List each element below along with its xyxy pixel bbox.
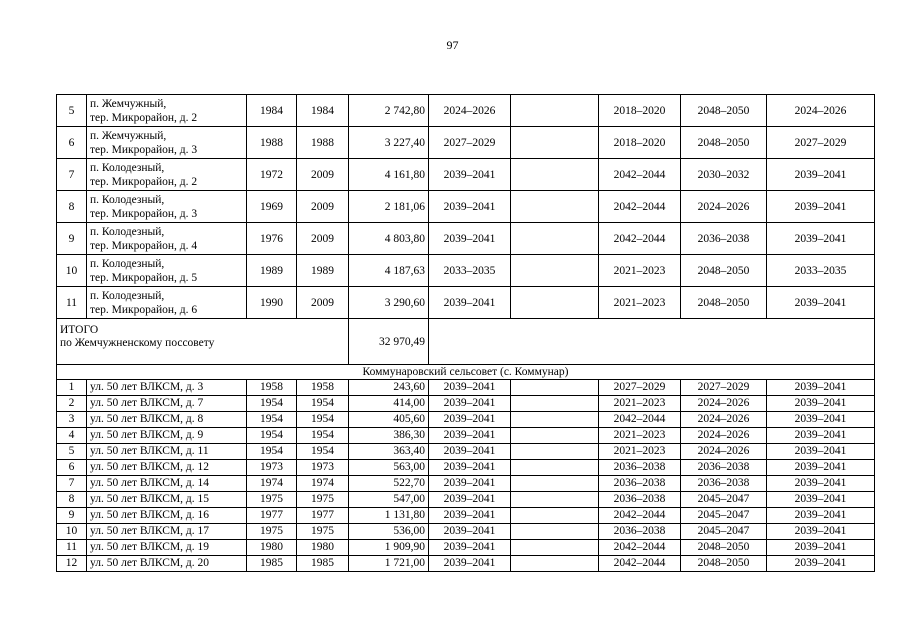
period-1: 2039–2041 xyxy=(429,476,511,492)
period-3: 2042–2044 xyxy=(599,159,681,191)
period-1: 2039–2041 xyxy=(429,540,511,556)
renovation-year: 1974 xyxy=(297,476,349,492)
renovation-year: 1989 xyxy=(297,255,349,287)
row-number: 6 xyxy=(57,460,87,476)
total-area-cell: 547,00 xyxy=(349,492,429,508)
period-5: 2039–2041 xyxy=(767,223,875,255)
period-2 xyxy=(511,127,599,159)
built-year: 1975 xyxy=(247,492,297,508)
period-5: 2039–2041 xyxy=(767,287,875,319)
total-area-cell: 243,60 xyxy=(349,380,429,396)
period-2 xyxy=(511,460,599,476)
renovation-year: 1984 xyxy=(297,95,349,127)
table-row xyxy=(57,524,875,540)
period-3: 2042–2044 xyxy=(599,508,681,524)
period-3: 2036–2038 xyxy=(599,476,681,492)
renovation-year: 1954 xyxy=(297,444,349,460)
period-5: 2039–2041 xyxy=(767,428,875,444)
period-5: 2039–2041 xyxy=(767,191,875,223)
total-area-cell: 2 742,80 xyxy=(349,95,429,127)
renovation-year: 1954 xyxy=(297,412,349,428)
table-row xyxy=(57,556,875,572)
lower-rows xyxy=(57,380,875,572)
period-4: 2036–2038 xyxy=(681,223,767,255)
row-number: 3 xyxy=(57,412,87,428)
total-area-cell: 563,00 xyxy=(349,460,429,476)
period-4: 2045–2047 xyxy=(681,524,767,540)
built-year: 1974 xyxy=(247,476,297,492)
period-4: 2024–2026 xyxy=(681,191,767,223)
period-4: 2024–2026 xyxy=(681,444,767,460)
address-cell: ул. 50 лет ВЛКСМ, д. 9 xyxy=(87,428,247,444)
period-5: 2033–2035 xyxy=(767,255,875,287)
address-line2: тер. Микрорайон, д. 3 xyxy=(90,207,198,220)
address-cell: ул. 50 лет ВЛКСМ, д. 8 xyxy=(87,412,247,428)
period-2 xyxy=(511,492,599,508)
row-number: 1 xyxy=(57,380,87,396)
renovation-year: 1975 xyxy=(297,492,349,508)
address-line1: п. Колодезный, xyxy=(90,193,165,206)
period-3: 2042–2044 xyxy=(599,556,681,572)
period-3: 2042–2044 xyxy=(599,412,681,428)
built-year: 1954 xyxy=(247,428,297,444)
period-4: 2048–2050 xyxy=(681,95,767,127)
period-1: 2039–2041 xyxy=(429,460,511,476)
period-4: 2030–2032 xyxy=(681,159,767,191)
built-year: 1988 xyxy=(247,127,297,159)
period-5: 2039–2041 xyxy=(767,492,875,508)
period-5: 2024–2026 xyxy=(767,95,875,127)
row-number: 2 xyxy=(57,396,87,412)
repair-schedule-table xyxy=(56,94,875,572)
period-5: 2039–2041 xyxy=(767,540,875,556)
period-1: 2039–2041 xyxy=(429,556,511,572)
period-1: 2039–2041 xyxy=(429,396,511,412)
renovation-year: 1977 xyxy=(297,508,349,524)
period-1: 2039–2041 xyxy=(429,223,511,255)
period-5: 2039–2041 xyxy=(767,476,875,492)
built-year: 1954 xyxy=(247,444,297,460)
address-cell xyxy=(87,223,247,255)
built-year: 1976 xyxy=(247,223,297,255)
period-1: 2039–2041 xyxy=(429,191,511,223)
address-line2: тер. Микрорайон, д. 3 xyxy=(90,143,198,156)
period-4: 2048–2050 xyxy=(681,255,767,287)
period-3: 2021–2023 xyxy=(599,396,681,412)
period-3: 2042–2044 xyxy=(599,223,681,255)
renovation-year: 1985 xyxy=(297,556,349,572)
period-2 xyxy=(511,412,599,428)
table-row xyxy=(57,540,875,556)
total-area-cell: 522,70 xyxy=(349,476,429,492)
row-number: 5 xyxy=(57,444,87,460)
period-2 xyxy=(511,287,599,319)
built-year: 1973 xyxy=(247,460,297,476)
table-row xyxy=(57,476,875,492)
period-5: 2027–2029 xyxy=(767,127,875,159)
table-row xyxy=(57,127,875,159)
table-row xyxy=(57,287,875,319)
renovation-year: 1975 xyxy=(297,524,349,540)
built-year: 1984 xyxy=(247,95,297,127)
address-cell: ул. 50 лет ВЛКСМ, д. 20 xyxy=(87,556,247,572)
period-1: 2039–2041 xyxy=(429,492,511,508)
period-1: 2039–2041 xyxy=(429,412,511,428)
address-cell xyxy=(87,95,247,127)
row-number: 5 xyxy=(57,95,87,127)
total-label-line1: ИТОГО xyxy=(60,324,99,336)
renovation-year: 2009 xyxy=(297,159,349,191)
period-3: 2036–2038 xyxy=(599,524,681,540)
period-3: 2021–2023 xyxy=(599,255,681,287)
period-2 xyxy=(511,95,599,127)
row-number: 8 xyxy=(57,492,87,508)
address-cell: ул. 50 лет ВЛКСМ, д. 3 xyxy=(87,380,247,396)
row-number: 6 xyxy=(57,127,87,159)
section-title: Коммунаровский сельсовет (с. Коммунар) xyxy=(57,365,875,380)
period-1: 2039–2041 xyxy=(429,508,511,524)
address-cell: ул. 50 лет ВЛКСМ, д. 19 xyxy=(87,540,247,556)
period-4: 2024–2026 xyxy=(681,396,767,412)
total-area-cell: 1 909,90 xyxy=(349,540,429,556)
period-2 xyxy=(511,255,599,287)
built-year: 1954 xyxy=(247,412,297,428)
total-area-cell: 2 181,06 xyxy=(349,191,429,223)
total-area-cell: 405,60 xyxy=(349,412,429,428)
period-2 xyxy=(511,428,599,444)
total-label xyxy=(57,319,349,365)
period-3: 2021–2023 xyxy=(599,428,681,444)
row-number: 11 xyxy=(57,540,87,556)
period-1: 2039–2041 xyxy=(429,159,511,191)
table-row xyxy=(57,460,875,476)
period-2 xyxy=(511,556,599,572)
period-4: 2024–2026 xyxy=(681,412,767,428)
period-5: 2039–2041 xyxy=(767,556,875,572)
built-year: 1958 xyxy=(247,380,297,396)
period-5: 2039–2041 xyxy=(767,460,875,476)
address-cell: ул. 50 лет ВЛКСМ, д. 11 xyxy=(87,444,247,460)
period-4: 2036–2038 xyxy=(681,460,767,476)
table-row xyxy=(57,223,875,255)
table-row xyxy=(57,428,875,444)
period-2 xyxy=(511,191,599,223)
renovation-year: 2009 xyxy=(297,287,349,319)
period-1: 2033–2035 xyxy=(429,255,511,287)
row-number: 4 xyxy=(57,428,87,444)
period-4: 2045–2047 xyxy=(681,508,767,524)
total-area-cell: 386,30 xyxy=(349,428,429,444)
total-block xyxy=(57,319,875,380)
table-row xyxy=(57,159,875,191)
period-1: 2039–2041 xyxy=(429,287,511,319)
built-year: 1985 xyxy=(247,556,297,572)
total-area-cell: 3 290,60 xyxy=(349,287,429,319)
address-line1: п. Колодезный, xyxy=(90,289,165,302)
built-year: 1954 xyxy=(247,396,297,412)
address-cell: ул. 50 лет ВЛКСМ, д. 12 xyxy=(87,460,247,476)
total-area: 32 970,49 xyxy=(349,319,429,365)
total-area-cell: 1 721,00 xyxy=(349,556,429,572)
table-row xyxy=(57,508,875,524)
address-cell xyxy=(87,159,247,191)
period-4: 2048–2050 xyxy=(681,127,767,159)
table-row xyxy=(57,492,875,508)
total-area-cell: 1 131,80 xyxy=(349,508,429,524)
total-area-cell: 4 187,63 xyxy=(349,255,429,287)
period-4: 2036–2038 xyxy=(681,476,767,492)
period-2 xyxy=(511,508,599,524)
period-3: 2027–2029 xyxy=(599,380,681,396)
built-year: 1980 xyxy=(247,540,297,556)
period-2 xyxy=(511,540,599,556)
row-number: 9 xyxy=(57,223,87,255)
period-3: 2018–2020 xyxy=(599,95,681,127)
period-1: 2024–2026 xyxy=(429,95,511,127)
address-line2: тер. Микрорайон, д. 2 xyxy=(90,111,198,124)
row-number: 11 xyxy=(57,287,87,319)
address-cell: ул. 50 лет ВЛКСМ, д. 17 xyxy=(87,524,247,540)
table-row xyxy=(57,444,875,460)
address-line2: тер. Микрорайон, д. 2 xyxy=(90,175,198,188)
address-line1: п. Жемчужный, xyxy=(90,97,167,110)
total-area-cell: 536,00 xyxy=(349,524,429,540)
period-5: 2039–2041 xyxy=(767,508,875,524)
period-4: 2048–2050 xyxy=(681,556,767,572)
built-year: 1975 xyxy=(247,524,297,540)
period-1: 2039–2041 xyxy=(429,524,511,540)
address-line2: тер. Микрорайон, д. 5 xyxy=(90,271,198,284)
period-5: 2039–2041 xyxy=(767,524,875,540)
period-3: 2036–2038 xyxy=(599,460,681,476)
period-4: 2045–2047 xyxy=(681,492,767,508)
table-row xyxy=(57,191,875,223)
address-line1: п. Колодезный, xyxy=(90,225,165,238)
total-area-cell: 4 161,80 xyxy=(349,159,429,191)
address-line1: п. Жемчужный, xyxy=(90,129,167,142)
period-2 xyxy=(511,159,599,191)
row-number: 8 xyxy=(57,191,87,223)
built-year: 1969 xyxy=(247,191,297,223)
period-3: 2042–2044 xyxy=(599,191,681,223)
row-number: 10 xyxy=(57,524,87,540)
address-cell xyxy=(87,127,247,159)
renovation-year: 1954 xyxy=(297,396,349,412)
address-cell xyxy=(87,255,247,287)
period-3: 2036–2038 xyxy=(599,492,681,508)
period-2 xyxy=(511,380,599,396)
total-area-cell: 363,40 xyxy=(349,444,429,460)
row-number: 7 xyxy=(57,476,87,492)
period-5: 2039–2041 xyxy=(767,396,875,412)
period-5: 2039–2041 xyxy=(767,159,875,191)
total-empty xyxy=(429,319,875,365)
period-2 xyxy=(511,444,599,460)
renovation-year: 1958 xyxy=(297,380,349,396)
row-number: 12 xyxy=(57,556,87,572)
total-label-line2: по Жемчужненскому поссовету xyxy=(60,337,215,349)
page-number: 97 xyxy=(446,38,459,52)
period-1: 2039–2041 xyxy=(429,428,511,444)
total-area-cell: 414,00 xyxy=(349,396,429,412)
renovation-year: 1988 xyxy=(297,127,349,159)
period-3: 2021–2023 xyxy=(599,287,681,319)
period-4: 2024–2026 xyxy=(681,428,767,444)
renovation-year: 1973 xyxy=(297,460,349,476)
table-row xyxy=(57,95,875,127)
period-2 xyxy=(511,396,599,412)
renovation-year: 1954 xyxy=(297,428,349,444)
period-1: 2027–2029 xyxy=(429,127,511,159)
address-cell: ул. 50 лет ВЛКСМ, д. 16 xyxy=(87,508,247,524)
renovation-year: 2009 xyxy=(297,191,349,223)
period-2 xyxy=(511,223,599,255)
row-number: 7 xyxy=(57,159,87,191)
table-row xyxy=(57,255,875,287)
address-cell: ул. 50 лет ВЛКСМ, д. 7 xyxy=(87,396,247,412)
period-3: 2018–2020 xyxy=(599,127,681,159)
total-area-cell: 3 227,40 xyxy=(349,127,429,159)
upper-rows xyxy=(57,95,875,319)
total-area-cell: 4 803,80 xyxy=(349,223,429,255)
period-2 xyxy=(511,524,599,540)
period-4: 2027–2029 xyxy=(681,380,767,396)
period-2 xyxy=(511,476,599,492)
address-line1: п. Колодезный, xyxy=(90,257,165,270)
period-5: 2039–2041 xyxy=(767,380,875,396)
address-cell: ул. 50 лет ВЛКСМ, д. 15 xyxy=(87,492,247,508)
period-1: 2039–2041 xyxy=(429,380,511,396)
renovation-year: 2009 xyxy=(297,223,349,255)
address-line2: тер. Микрорайон, д. 6 xyxy=(90,303,198,316)
row-number: 10 xyxy=(57,255,87,287)
period-1: 2039–2041 xyxy=(429,444,511,460)
address-cell xyxy=(87,191,247,223)
table-row xyxy=(57,396,875,412)
period-3: 2021–2023 xyxy=(599,444,681,460)
period-5: 2039–2041 xyxy=(767,444,875,460)
table-row xyxy=(57,412,875,428)
renovation-year: 1980 xyxy=(297,540,349,556)
total-row xyxy=(57,319,875,365)
table-row xyxy=(57,380,875,396)
built-year: 1977 xyxy=(247,508,297,524)
address-cell xyxy=(87,287,247,319)
row-number: 9 xyxy=(57,508,87,524)
period-5: 2039–2041 xyxy=(767,412,875,428)
period-4: 2048–2050 xyxy=(681,287,767,319)
period-3: 2042–2044 xyxy=(599,540,681,556)
address-line2: тер. Микрорайон, д. 4 xyxy=(90,239,198,252)
section-row xyxy=(57,365,875,380)
built-year: 1972 xyxy=(247,159,297,191)
built-year: 1989 xyxy=(247,255,297,287)
period-4: 2048–2050 xyxy=(681,540,767,556)
built-year: 1990 xyxy=(247,287,297,319)
address-line1: п. Колодезный, xyxy=(90,161,165,174)
address-cell: ул. 50 лет ВЛКСМ, д. 14 xyxy=(87,476,247,492)
